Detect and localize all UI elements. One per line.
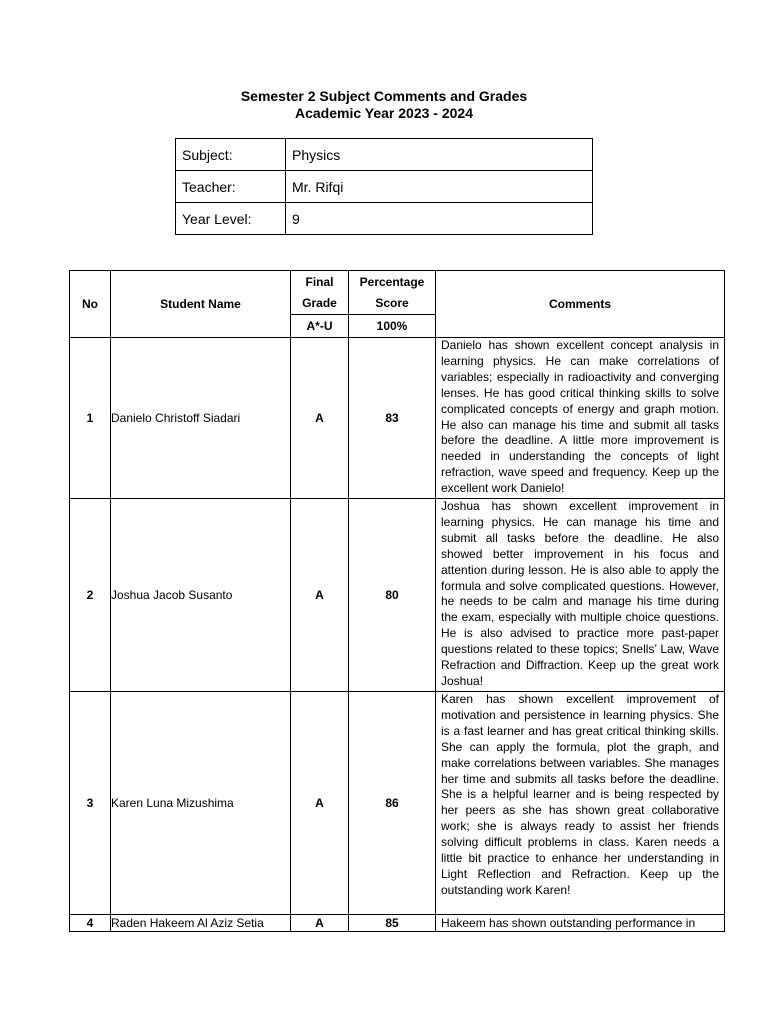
subject-row <box>176 139 593 171</box>
percentage-score: 86 <box>349 692 436 915</box>
table-row <box>70 915 725 932</box>
student-name: Karen Luna Mizushima <box>111 692 291 915</box>
final-grade: A <box>291 692 349 915</box>
student-name: Danielo Christoff Siadari <box>111 338 291 499</box>
percentage-score: 80 <box>349 499 436 692</box>
final-grade: A <box>291 338 349 499</box>
table-row <box>70 692 725 915</box>
row-number: 1 <box>70 338 111 499</box>
document-title: Semester 2 Subject Comments and Grades <box>240 88 528 104</box>
grade-scale: A*-U <box>291 315 349 338</box>
percentage-score: 83 <box>349 338 436 499</box>
subject-label: Subject: <box>176 139 286 171</box>
subject-info-table <box>175 138 593 235</box>
final-grade: A <box>291 499 349 692</box>
header-final-grade-line1: Final <box>305 274 334 289</box>
student-name: Joshua Jacob Susanto <box>111 499 291 692</box>
row-number: 3 <box>70 692 111 915</box>
subject-value: Physics <box>286 139 593 171</box>
student-comment: Karen has shown excellent improvement of motivation and persistence in learning physics. She is a fast learner and has great critical thinking skills. She can apply the formula, plot the graph, and make correlations between variables. She manages her time and submits all tasks before the deadline. She is a helpful learner and is being respected by her peers as she has shown great collaborative work; she is always ready to assist her friends solving difficult problems in class. Karen needs a little bit practice to enhance her understanding in Light Reflection and Refraction. Keep up the outstanding work Karen! <box>436 692 725 915</box>
student-comment: Hakeem has shown outstanding performance in <box>436 915 725 932</box>
student-comment: Danielo has shown excellent concept analysis in learning physics. He can make correlations of variables; especially in radioactivity and converging lenses. He has good critical thinking skills to solve complicated concepts of energy and graph motion. He also can manage his time and submit all tasks before the deadline. A little more improvement is needed in understanding the concepts of light refraction, wave speed and frequency. Keep up the excellent work Danielo! <box>436 338 725 499</box>
percentage-score: 85 <box>349 915 436 932</box>
table-row <box>70 499 725 692</box>
student-name: Raden Hakeem Al Aziz Setia <box>111 915 291 932</box>
teacher-label: Teacher: <box>176 171 286 203</box>
year-level-row <box>176 203 593 235</box>
year-level-label: Year Level: <box>176 203 286 235</box>
final-grade: A <box>291 915 349 932</box>
teacher-value: Mr. Rifqi <box>286 171 593 203</box>
academic-year-title: Academic Year 2023 - 2024 <box>295 105 473 121</box>
row-number: 4 <box>70 915 111 932</box>
teacher-row <box>176 171 593 203</box>
header-comments: Comments <box>436 271 725 338</box>
header-percentage-score-line1: Percentage <box>359 274 425 289</box>
header-student-name: Student Name <box>111 271 291 338</box>
header-final-grade-line2: Grade <box>302 295 337 310</box>
header-percentage-score <box>349 271 436 315</box>
grades-table <box>69 270 725 932</box>
year-level-value: 9 <box>286 203 593 235</box>
header-final-grade <box>291 271 349 315</box>
header-percentage-score-line2: Score <box>375 295 409 310</box>
student-comment: Joshua has shown excellent improvement in learning physics. He can manage his time and submit all tasks before the deadline. He also showed better improvement in his focus and attention during lesson. He is also able to apply the formula and solve complicated questions. However, he needs to be calm and manage his time during the exam, especially with multiple choice questions. He is also advised to practice more past-paper questions related to these topics; Snells’ Law, Wave Refraction and Diffraction. Keep up the great work Joshua! <box>436 499 725 692</box>
row-number: 2 <box>70 499 111 692</box>
score-scale: 100% <box>349 315 436 338</box>
header-no: No <box>70 271 111 338</box>
header-row <box>70 271 725 315</box>
table-row <box>70 338 725 499</box>
